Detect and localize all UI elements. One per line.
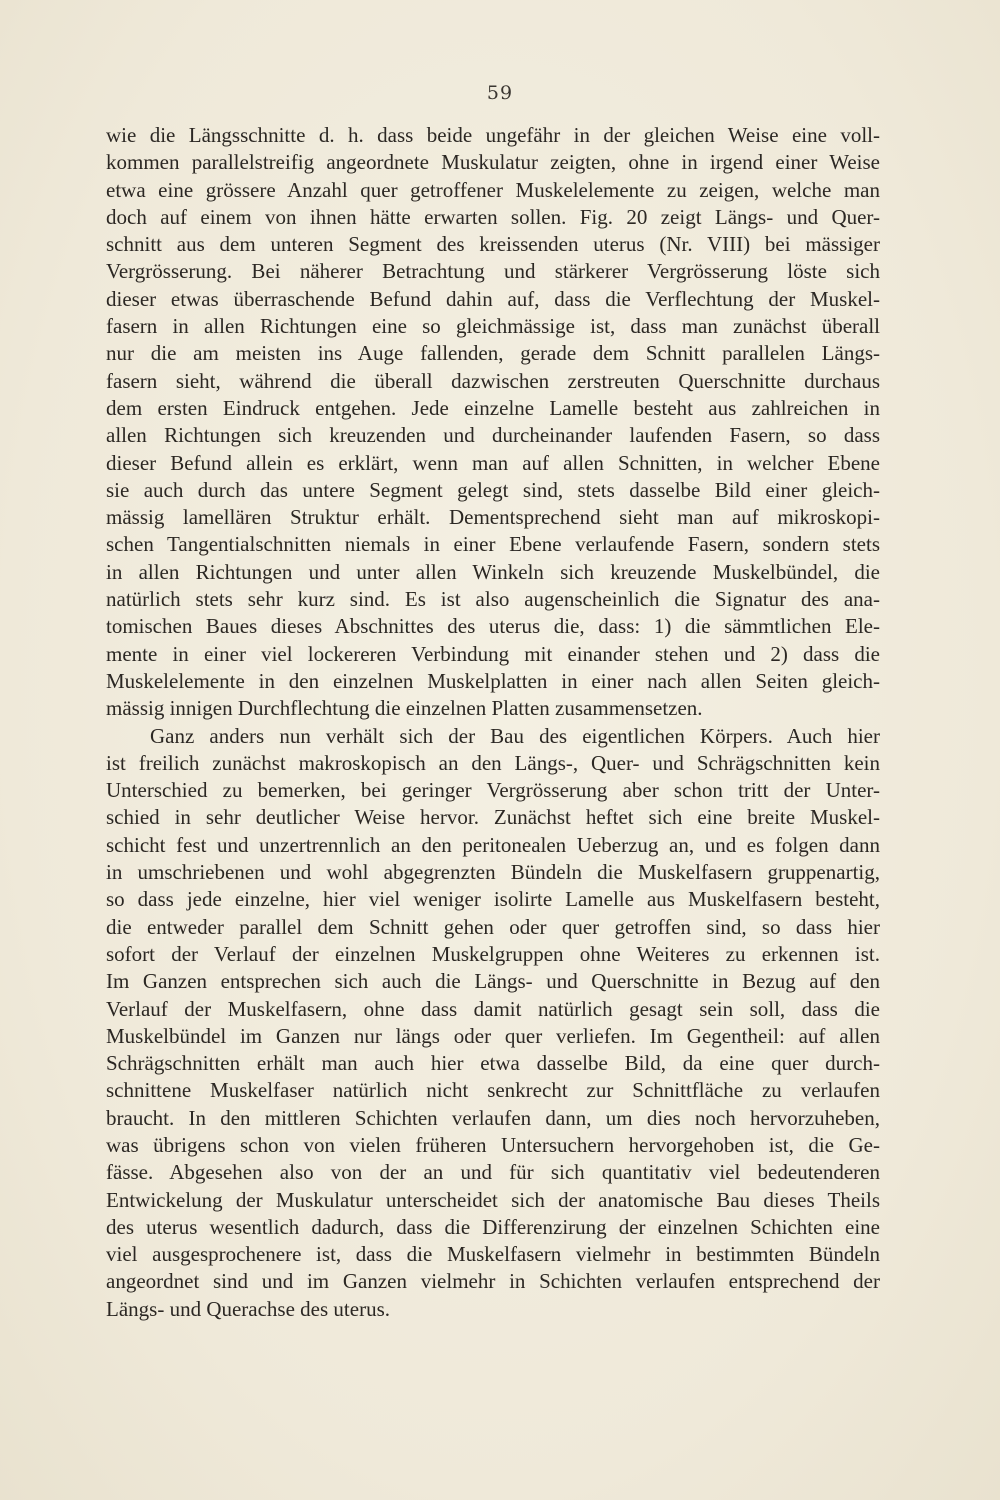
text-line: schicht fest und unzertrennlich an den peritonealen Ueberzug an, und es folgen dann: [106, 832, 880, 857]
text-line: kommen parallelstreifig angeordnete Muskulatur zeigten, ohne in irgend einer Weise: [106, 150, 880, 175]
text-line: mässig innigen Durchflechtung die einzelnen Platten zusammensetzen.: [106, 696, 703, 721]
text-line: tomischen Baues dieses Abschnittes des uterus die, dass: 1) die sämmtlichen Ele-: [106, 614, 880, 639]
text-line: fässe. Abgesehen also von der an und für sich quantitativ viel bedeutenderen: [106, 1160, 880, 1185]
paragraph-2: [106, 723, 880, 1324]
text-line: allen Richtungen sich kreuzenden und durcheinander laufenden Fasern, so dass: [106, 423, 880, 448]
text-line: Muskelelemente in den einzelnen Muskelplatten in einer nach allen Seiten gleich-: [106, 668, 880, 693]
text-line: mässig lamellären Struktur erhält. Dementsprechend sieht man auf mikroskopi-: [106, 505, 880, 530]
text-line: doch auf einem von ihnen hätte erwarten sollen. Fig. 20 zeigt Längs- und Quer-: [106, 204, 880, 229]
text-line: Ganz anders nun verhält sich der Bau des eigentlichen Körpers. Auch hier: [150, 723, 880, 748]
text-line: viel ausgesprochenere ist, dass die Muskelfasern vielmehr in bestimmten Bündeln: [106, 1242, 880, 1267]
text-line: Schrägschnitten erhält man auch hier etwa dasselbe Bild, da eine quer durch-: [106, 1051, 880, 1076]
text-line: des uterus wesentlich dadurch, dass die Differenzirung der einzelnen Schichten eine: [106, 1214, 880, 1239]
text-line: in allen Richtungen und unter allen Winkeln sich kreuzende Muskelbündel, die: [106, 559, 880, 584]
text-line: was übrigens schon von vielen früheren Untersuchern hervorgehoben ist, die Ge-: [106, 1132, 880, 1157]
text-line: schen Tangentialschnitten niemals in einer Ebene verlaufende Fasern, sondern stets: [106, 532, 880, 557]
text-line: braucht. In den mittleren Schichten verlaufen dann, um dies noch hervorzuheben,: [106, 1105, 880, 1130]
text-line: dem ersten Eindruck entgehen. Jede einzelne Lamelle besteht aus zahlreichen in: [106, 395, 880, 420]
text-line: in umschriebenen und wohl abgegrenzten Bündeln die Muskelfasern gruppenartig,: [106, 860, 880, 885]
text-line: Verlauf der Muskelfasern, ohne dass damit natürlich gesagt sein soll, dass die: [106, 996, 880, 1021]
text-line: schied in sehr deutlicher Weise hervor. Zunächst heftet sich eine breite Muskel-: [106, 805, 880, 830]
text-line: wie die Längsschnitte d. h. dass beide ungefähr in der gleichen Weise eine voll-: [106, 123, 880, 147]
text-line: Unterschied zu bemerken, bei geringer Vergrösserung aber schon tritt der Unter-: [106, 778, 880, 803]
text-line: nur die am meisten ins Auge fallenden, gerade dem Schnitt parallelen Längs-: [106, 341, 880, 366]
text-line: ist freilich zunächst makroskopisch an den Längs-, Quer- und Schrägschnitten kein: [106, 750, 880, 775]
text-line: etwa eine grössere Anzahl quer getroffener Muskelelemente zu zeigen, welche man: [106, 177, 880, 202]
text-line: Vergrösserung. Bei näherer Betrachtung und stärkerer Vergrösserung löste sich: [106, 259, 880, 284]
text-line: sofort der Verlauf der einzelnen Muskelgruppen ohne Weiteres zu erkennen ist.: [106, 941, 880, 966]
text-line: so dass jede einzelne, hier viel weniger isolirte Lamelle aus Muskelfasern besteht,: [106, 887, 880, 912]
page-number: 59: [486, 82, 514, 104]
text-line: schnittene Muskelfaser natürlich nicht senkrecht zur Schnittfläche zu verlaufen: [106, 1078, 880, 1103]
text-line: mente in einer viel lockereren Verbindung mit einander stehen und 2) dass die: [106, 641, 880, 666]
body-text: [106, 122, 880, 1323]
text-line: dieser etwas überraschende Befund dahin auf, dass die Verflechtung der Muskel-: [106, 286, 880, 311]
text-line: dieser Befund allein es erklärt, wenn man auf allen Schnitten, in welcher Ebene: [106, 450, 880, 475]
text-line: die entweder parallel dem Schnitt gehen oder quer getroffen sind, so dass hier: [106, 914, 880, 939]
text-line: natürlich stets sehr kurz sind. Es ist also augenscheinlich die Signatur des ana-: [106, 587, 880, 612]
text-line: Im Ganzen entsprechen sich auch die Längs- und Querschnitte in Bezug auf den: [106, 969, 880, 994]
text-line: sie auch durch das untere Segment gelegt sind, stets dasselbe Bild einer gleich-: [106, 477, 880, 502]
text-line: fasern in allen Richtungen eine so gleichmässige ist, dass man zunächst überall: [106, 314, 880, 339]
text-line: Muskelbündel im Ganzen nur längs oder quer verliefen. Im Gegentheil: auf allen: [106, 1023, 880, 1048]
text-line: Entwickelung der Muskulatur unterscheidet sich der anatomische Bau dieses Theils: [106, 1187, 880, 1212]
text-line: schnitt aus dem unteren Segment des kreissenden uterus (Nr. VIII) bei mässiger: [106, 232, 880, 257]
text-line: fasern sieht, während die überall dazwischen zerstreuten Querschnitte durchaus: [106, 368, 880, 393]
text-line: angeordnet sind und im Ganzen vielmehr in Schichten verlaufen entsprechend der: [106, 1269, 880, 1294]
text-line: Längs- und Querachse des uterus.: [106, 1296, 390, 1321]
paragraph-1: [106, 122, 880, 723]
